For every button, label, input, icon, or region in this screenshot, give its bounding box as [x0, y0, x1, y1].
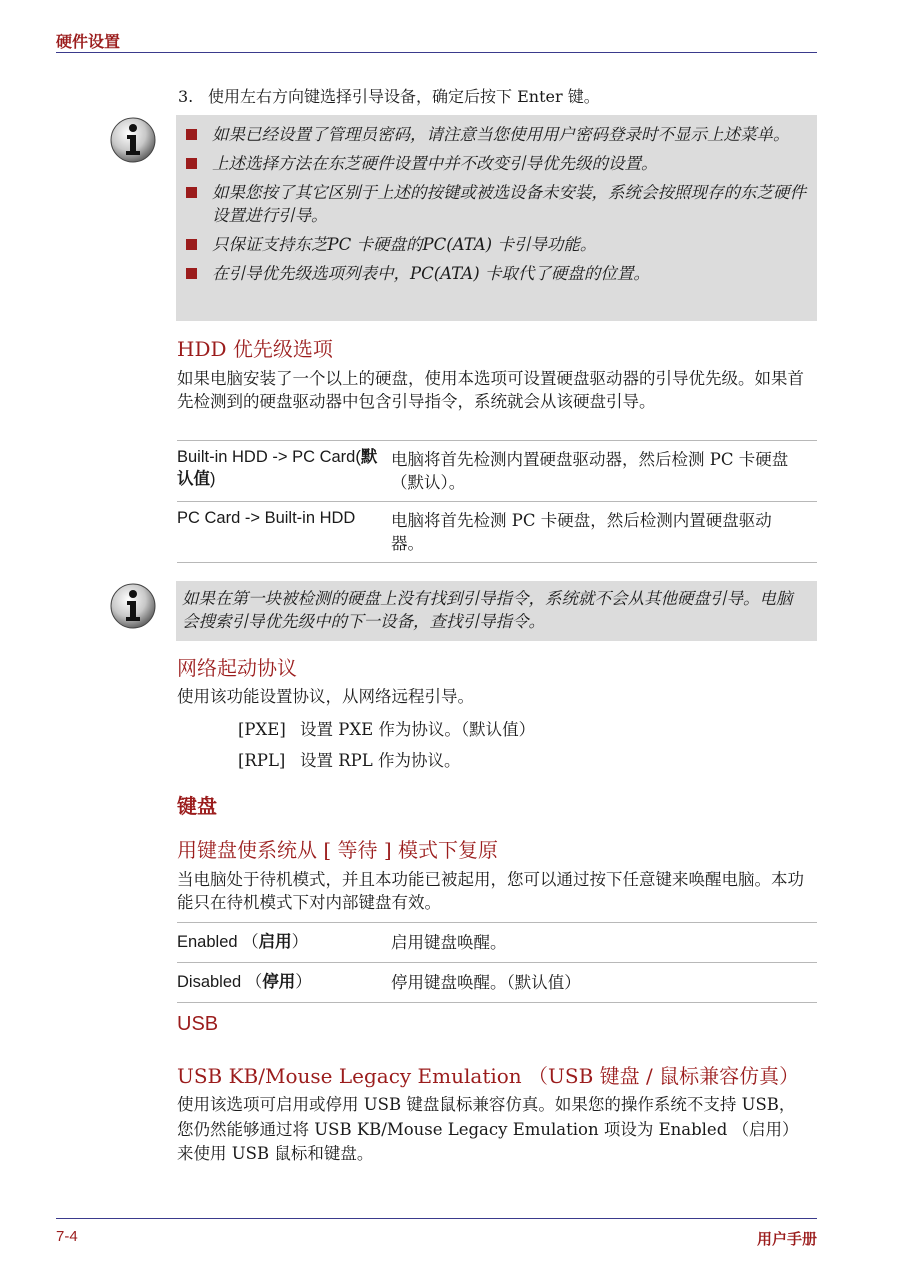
step-3	[178, 84, 600, 107]
network-boot-heading: 网络起动协议	[177, 656, 297, 680]
usb-section-heading: USB	[177, 1013, 219, 1035]
note-item: 上述选择方法在东芝硬件设置中并不改变引导优先级的设置。	[182, 152, 807, 175]
table-row	[177, 501, 817, 563]
keyboard-section-heading: 键盘	[177, 796, 217, 818]
keyboard-intro: 当电脑处于待机模式，并且本功能已被起用，您可以通过按下任意键来唤醒电脑。本功能只在待机模式下对内部键盘有效。	[177, 870, 804, 912]
hdd-intro: 如果电脑安装了一个以上的硬盘，使用本选项可设置硬盘驱动器的引导优先级。如果首先检测到的硬盘驱动器中包含引导指令，系统就会从该硬盘引导。	[177, 369, 804, 411]
running-header-title: 硬件设置	[56, 34, 121, 51]
option-key: Built-in HDD -> PC Card(默认值)	[177, 448, 378, 488]
protocol-option-rpl: [RPL] 设置 RPL 作为协议。	[238, 751, 461, 770]
table-row	[177, 962, 817, 1003]
usb-intro: 使用该选项可启用或停用 USB 键盘鼠标兼容仿真。如果您的操作系统不支持 USB，您仍然能够通过将 USB KB/Mouse Legacy Emulation 项设为 Enabled （启用）来使用 USB 鼠标和键盘。	[177, 1095, 799, 1163]
option-description: 电脑将首先检测内置硬盘驱动器，然后检测 PC 卡硬盘 （默认）。	[391, 450, 789, 492]
info-icon	[110, 583, 156, 629]
option-key: Disabled （停用）	[177, 973, 312, 991]
step-number: 3.	[178, 87, 194, 106]
option-key: Enabled （启用）	[177, 933, 309, 951]
note-item: 只保证支持东芝PC 卡硬盘的PC(ATA) 卡引导功能。	[182, 233, 807, 256]
note-item: 在引导优先级选项列表中，PC(ATA) 卡取代了硬盘的位置。	[182, 262, 807, 285]
note-item: 如果您按了其它区别于上述的按键或被选设备未安装，系统会按照现存的东芝硬件设置进行引导。	[182, 181, 807, 227]
table-row	[177, 440, 817, 501]
option-key: PC Card -> Built-in HDD	[177, 509, 356, 527]
square-bullet-icon	[186, 187, 197, 198]
option-description: 电脑将首先检测 PC 卡硬盘，然后检测内置硬盘驱动器。	[391, 511, 772, 553]
usb-legacy-heading: USB KB/Mouse Legacy Emulation （USB 键盘 / 鼠标兼容仿真）	[177, 1064, 800, 1088]
note-box-boot-search	[176, 581, 817, 641]
footer-manual-title: 用户手册	[756, 1231, 817, 1248]
option-description: 启用键盘唤醒。	[391, 933, 507, 952]
keyboard-wake-heading: 用键盘使系统从 [ 等待 ] 模式下复原	[177, 838, 499, 862]
info-icon	[110, 117, 156, 163]
hdd-options-table	[177, 440, 817, 563]
header-divider	[56, 52, 817, 53]
note-item: 如果已经设置了管理员密码，请注意当您使用用户密码登录时不显示上述菜单。	[182, 123, 807, 146]
hdd-priority-heading: HDD 优先级选项	[177, 337, 333, 361]
keyboard-options-table	[177, 922, 817, 1003]
step-text: 使用左右方向键选择引导设备，确定后按下 Enter 键。	[208, 87, 600, 106]
footer-divider	[56, 1218, 817, 1219]
protocol-option-pxe: [PXE] 设置 PXE 作为协议。（默认值）	[238, 720, 536, 739]
network-intro: 使用该功能设置协议，从网络远程引导。	[177, 687, 474, 706]
note-text: 如果在第一块被检测的硬盘上没有找到引导指令，系统就不会从其他硬盘引导。电脑会搜索引导优先级中的下一设备，查找引导指令。	[182, 589, 793, 631]
page-number: 7-4	[56, 1228, 78, 1245]
square-bullet-icon	[186, 268, 197, 279]
square-bullet-icon	[186, 129, 197, 140]
note-box-boot-menu	[176, 115, 817, 321]
table-row	[177, 922, 817, 962]
square-bullet-icon	[186, 158, 197, 169]
square-bullet-icon	[186, 239, 197, 250]
option-description: 停用键盘唤醒。（默认值）	[391, 973, 581, 992]
